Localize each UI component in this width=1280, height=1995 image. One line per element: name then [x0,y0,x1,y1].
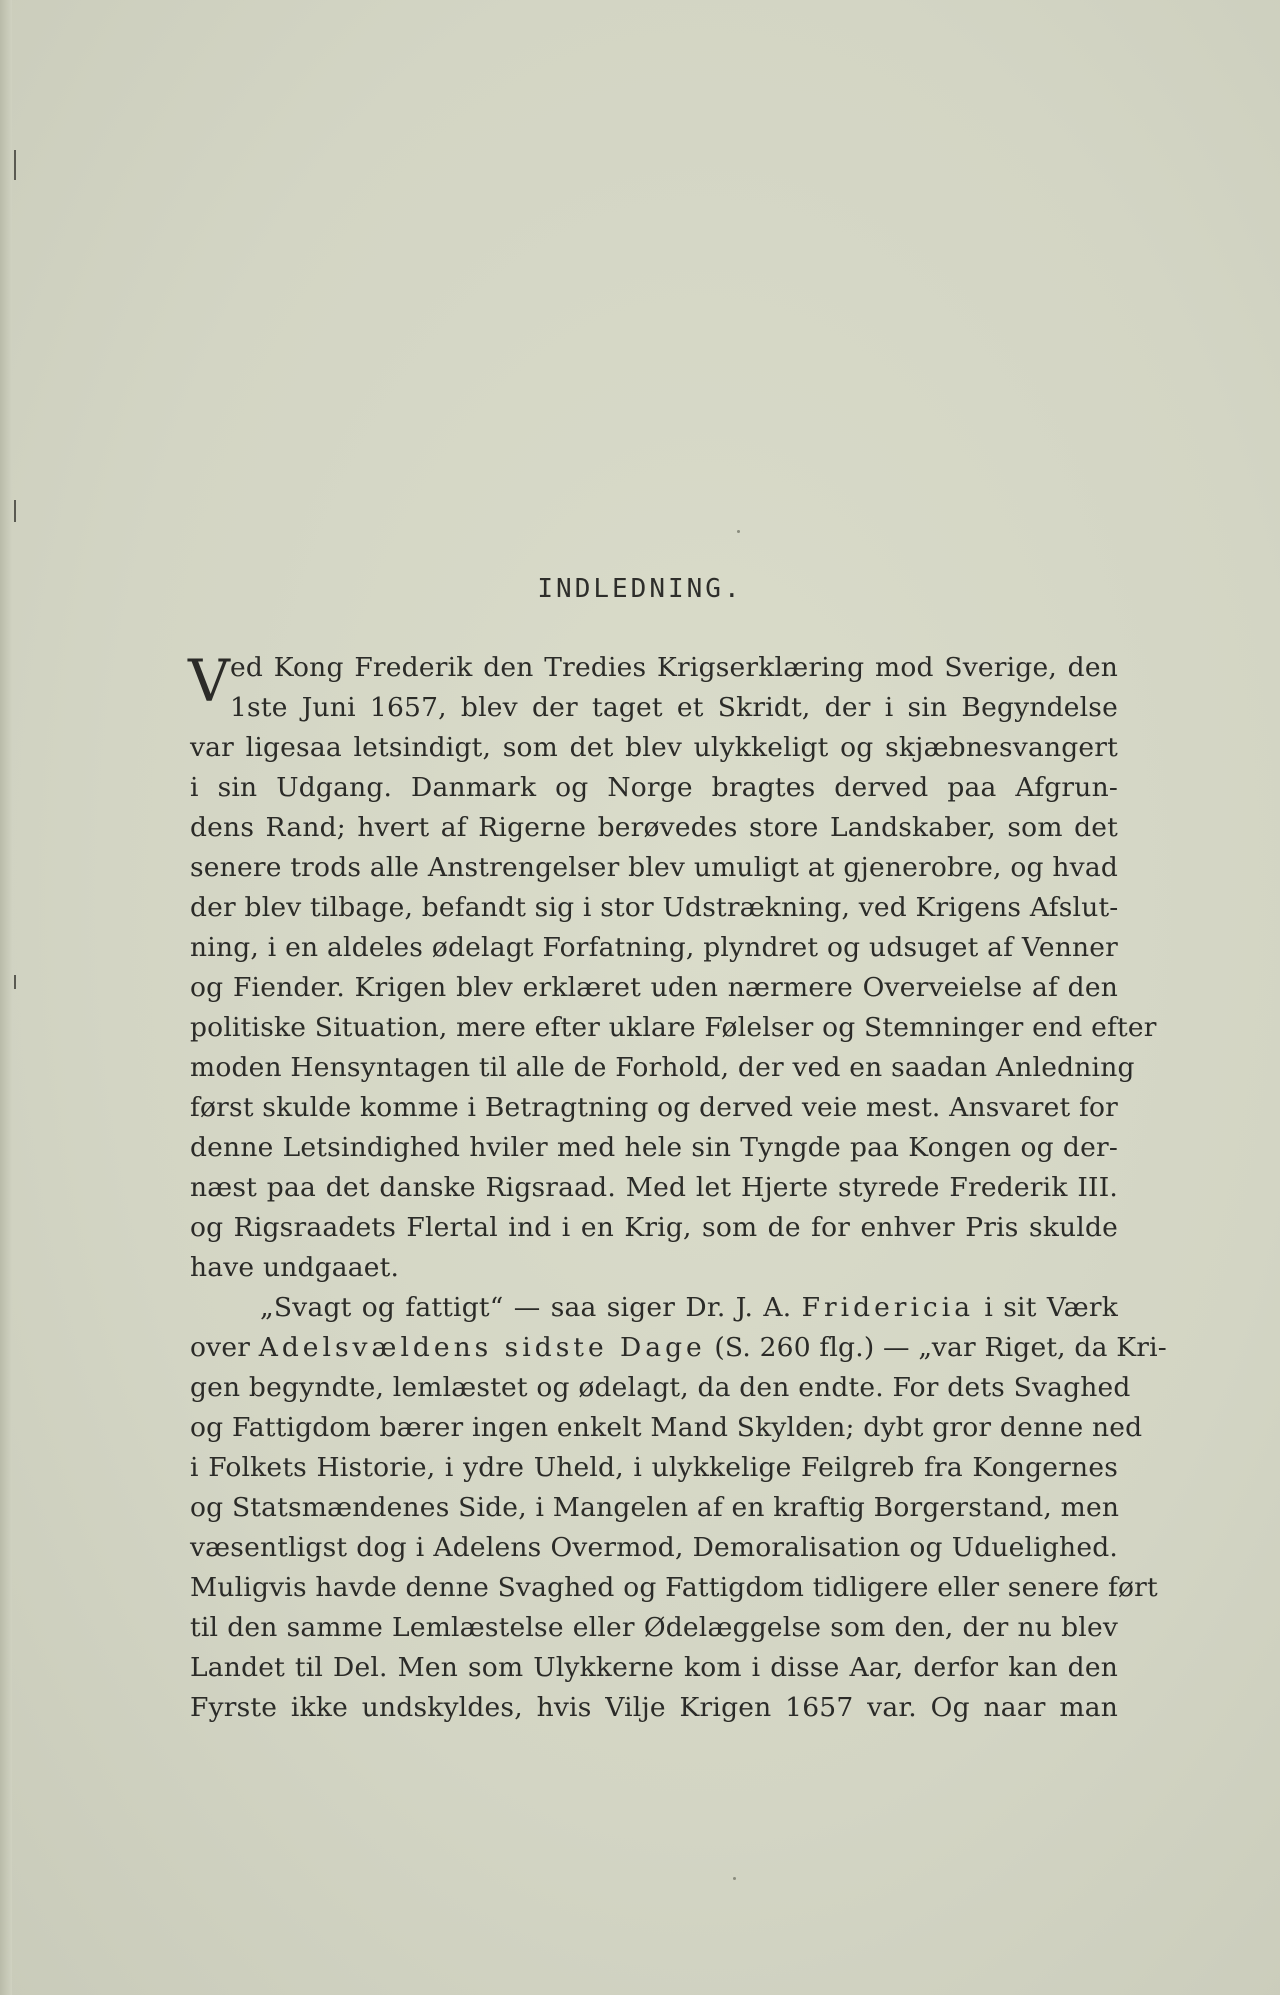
text-line: denne Letsindighed hviler med hele sin Tyngde paa Kongen og der- [190,1132,1118,1163]
text-line: og Statsmændenes Side, i Mangelen af en kraftig Borgerstand, men [190,1492,1120,1523]
paper-speck [737,530,740,533]
text-run: i sit Værk [974,1292,1118,1323]
text-line: moden Hensyntagen til alle de Forhold, der ved en saadan Anledning [190,1052,1135,1083]
page-left-edge [0,0,12,1995]
page-heading: INDLEDNING. [537,574,743,604]
paragraph-2 [190,1288,1167,1728]
text-line [190,1328,1167,1368]
text-line: og Fattigdom bærer ingen enkelt Mand Skylden; dybt gror denne ned [190,1412,1143,1443]
text-line: først skulde komme i Betragtning og derved veie mest. Ansvaret for [190,1092,1118,1123]
binding-mark [14,500,16,522]
text-line: ning, i en aldeles ødelagt Forfatning, plyndret og udsuget af Venner [190,932,1118,963]
work-title: Adelsvældens sidste Dage [258,1332,706,1363]
body-text [188,647,1167,1728]
binding-mark [14,150,16,180]
text-run: over [190,1332,259,1363]
text-line: og Rigsraadets Flertal ind i en Krig, som de for enhver Pris skulde [190,1212,1118,1243]
text-line: næst paa det danske Rigsraad. Med let Hjerte styrede Frederik III. [190,1172,1118,1203]
text-line: Muligvis havde denne Svaghed og Fattigdom tidligere eller senere ført [190,1572,1158,1603]
text-line: i Folkets Historie, i ydre Uheld, i ulykkelige Feilgreb fra Kongernes [190,1452,1118,1483]
binding-mark [14,975,16,989]
text-run: „Svagt og fattigt“ — saa siger Dr. J. A. [260,1292,802,1323]
text-line: i sin Udgang. Danmark og Norge bragtes derved paa Afgrun- [190,772,1118,803]
text-line: have undgaaet. [190,1252,400,1283]
text-line: og Fiender. Krigen blev erklæret uden nærmere Overveielse af den [190,972,1118,1003]
text-run: (S. 260 flg.) — „var Riget, da Kri- [705,1332,1167,1363]
text-line: til den samme Lemlæstelse eller Ødelæggelse som den, der nu blev [190,1612,1118,1643]
text-line: politiske Situation, mere efter uklare Følelser og Stemninger end efter [190,1012,1157,1043]
drop-cap: V [188,647,231,715]
author-name: Fridericia [801,1292,975,1323]
text-line: dens Rand; hvert af Rigerne berøvedes store Landskaber, som det [190,812,1118,843]
text-line: senere trods alle Anstrengelser blev umuligt at gjenerobre, og hvad [190,852,1118,883]
paragraph-1 [188,647,1157,1288]
text-line: 1ste Juni 1657, blev der taget et Skridt, der i sin Begyndelse [230,692,1118,723]
text-line: gen begyndte, lemlæstet og ødelagt, da den endte. For dets Svaghed [190,1372,1131,1403]
text-line: ed Kong Frederik den Tredies Krigserklæring mod Sverige, den [230,652,1118,683]
text-line [190,1288,1118,1328]
text-line: der blev tilbage, befandt sig i stor Udstrækning, ved Krigens Afslut- [190,892,1119,923]
text-line: Fyrste ikke undskyldes, hvis Vilje Krigen 1657 var. Og naar man [190,1692,1118,1723]
paper-speck [733,1877,736,1880]
text-line: var ligesaa letsindigt, som det blev ulykkeligt og skjæbnesvangert [190,732,1118,763]
text-line: Landet til Del. Men som Ulykkerne kom i disse Aar, derfor kan den [190,1652,1118,1683]
text-line: væsentligst dog i Adelens Overmod, Demoralisation og Uduelighed. [190,1532,1118,1563]
